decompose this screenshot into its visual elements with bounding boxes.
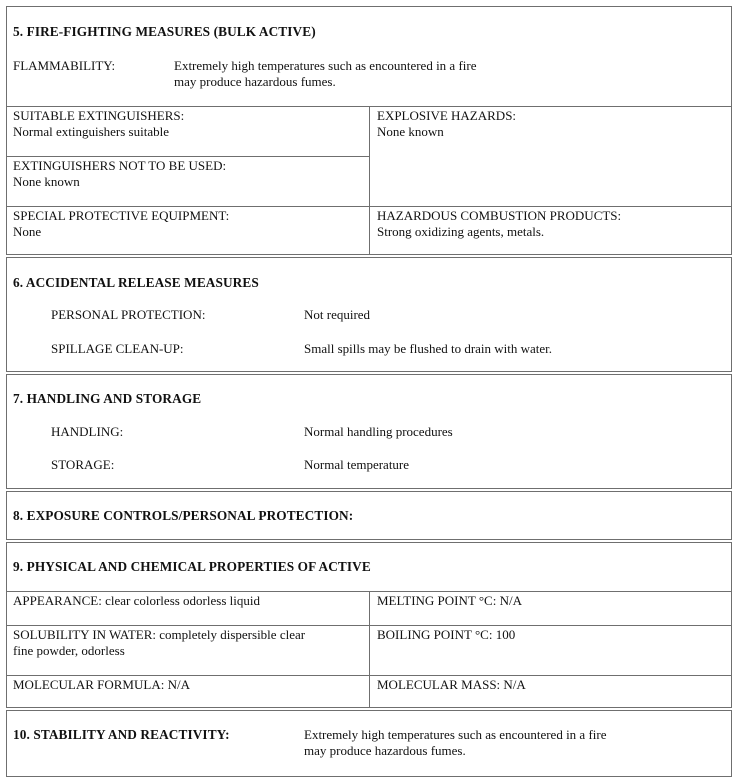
- solubility-value-line1: SOLUBILITY IN WATER: completely dispersible clear: [13, 627, 306, 642]
- molecular-mass-value: MOLECULAR MASS: N/A: [377, 677, 526, 692]
- spillage-cleanup-label: SPILLAGE CLEAN-UP:: [51, 341, 184, 356]
- divider: [7, 675, 731, 676]
- divider: [369, 591, 370, 708]
- divider: [7, 156, 369, 157]
- appearance-value: APPEARANCE: clear colorless odorless liquid: [13, 593, 260, 608]
- divider: [369, 106, 370, 255]
- suitable-extinguishers-value: Normal extinguishers suitable: [13, 124, 169, 139]
- hazardous-combustion-label: HAZARDOUS COMBUSTION PRODUCTS:: [377, 208, 622, 223]
- section-6-title: 6. ACCIDENTAL RELEASE MEASURES: [13, 275, 259, 290]
- section-8-exposure-controls: [6, 491, 732, 540]
- stability-value-line1: Extremely high temperatures such as encountered in a fire: [304, 727, 607, 742]
- storage-label: STORAGE:: [51, 457, 115, 472]
- section-10-stability-reactivity: [6, 710, 732, 777]
- divider: [7, 206, 731, 207]
- flammability-value-line2: may produce hazardous fumes.: [174, 74, 336, 89]
- suitable-extinguishers-label: SUITABLE EXTINGUISHERS:: [13, 108, 185, 123]
- section-9-title: 9. PHYSICAL AND CHEMICAL PROPERTIES OF ACTIVE: [13, 559, 371, 574]
- stability-value-line2: may produce hazardous fumes.: [304, 743, 466, 758]
- solubility-value-line2: fine powder, odorless: [13, 643, 125, 658]
- section-10-title: 10. STABILITY AND REACTIVITY:: [13, 727, 230, 742]
- explosive-hazards-label: EXPLOSIVE HAZARDS:: [377, 108, 517, 123]
- hazardous-combustion-value: Strong oxidizing agents, metals.: [377, 224, 545, 239]
- personal-protection-value: Not required: [304, 307, 371, 322]
- spillage-cleanup-value: Small spills may be flushed to drain with water.: [304, 341, 553, 356]
- section-7-handling-storage: [6, 374, 732, 489]
- extinguishers-not-used-label: EXTINGUISHERS NOT TO BE USED:: [13, 158, 227, 173]
- explosive-hazards-value: None known: [377, 124, 444, 139]
- melting-point-value: MELTING POINT °C: N/A: [377, 593, 522, 608]
- section-9-physical-chemical: [6, 542, 732, 708]
- section-5-fire-fighting: [6, 6, 732, 255]
- section-6-accidental-release: [6, 257, 732, 372]
- section-8-title: 8. EXPOSURE CONTROLS/PERSONAL PROTECTION:: [13, 508, 354, 523]
- special-protective-equipment-value: None: [13, 224, 42, 239]
- personal-protection-label: PERSONAL PROTECTION:: [51, 307, 206, 322]
- handling-value: Normal handling procedures: [304, 424, 453, 439]
- special-protective-equipment-label: SPECIAL PROTECTIVE EQUIPMENT:: [13, 208, 230, 223]
- divider: [7, 625, 731, 626]
- molecular-formula-value: MOLECULAR FORMULA: N/A: [13, 677, 190, 692]
- storage-value: Normal temperature: [304, 457, 410, 472]
- boiling-point-value: BOILING POINT °C: 100: [377, 627, 516, 642]
- flammability-label: FLAMMABILITY:: [13, 58, 116, 73]
- handling-label: HANDLING:: [51, 424, 124, 439]
- section-5-title: 5. FIRE-FIGHTING MEASURES (BULK ACTIVE): [13, 24, 316, 39]
- flammability-value-line1: Extremely high temperatures such as encountered in a fire: [174, 58, 477, 73]
- section-7-title: 7. HANDLING AND STORAGE: [13, 391, 202, 406]
- extinguishers-not-used-value: None known: [13, 174, 80, 189]
